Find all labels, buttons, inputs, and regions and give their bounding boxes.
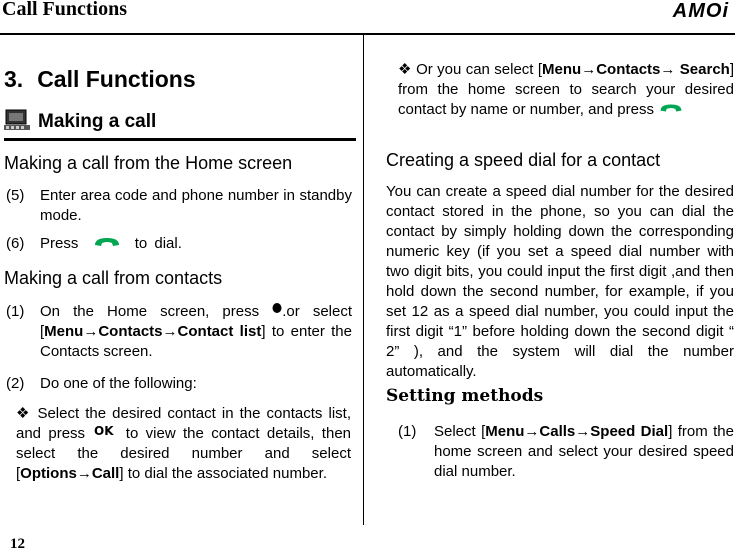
arrow: → xyxy=(76,465,92,483)
step-text: ] to enter the Contacts screen. xyxy=(40,323,352,361)
list-item xyxy=(6,374,352,396)
arrow: → xyxy=(575,423,591,440)
bullet-text: ] to dial the associated number. xyxy=(119,465,327,483)
menu-path: Contacts xyxy=(596,61,661,78)
arrow: → xyxy=(162,323,178,341)
menu-path: Menu xyxy=(542,61,582,78)
chapter-number: 3. xyxy=(4,66,24,92)
header-rule xyxy=(0,33,735,35)
section-heading xyxy=(4,108,356,141)
step-label: (1) xyxy=(6,303,25,320)
step-text: Do one of the following: xyxy=(40,375,197,392)
ok-key-icon xyxy=(92,424,118,444)
menu-path: Search xyxy=(679,61,730,78)
section-title: Making a call xyxy=(38,111,157,132)
arrow: → xyxy=(581,61,597,78)
menu-path: Options xyxy=(20,465,77,483)
setting-methods-heading: Setting methods xyxy=(386,386,544,406)
column-divider xyxy=(363,35,364,525)
chapter-title xyxy=(4,66,196,93)
step-text: Select [ xyxy=(434,423,486,440)
svg-text:OK: OK xyxy=(94,424,114,439)
step-text: ] from the home screen and select your desired speed dial number. xyxy=(434,423,734,480)
section-icon xyxy=(4,108,30,137)
page-number: 12 xyxy=(10,536,25,552)
list-item xyxy=(398,422,734,484)
arrow: → xyxy=(660,61,676,78)
step-text: Press xyxy=(40,235,79,252)
bullet-text: Select the desired contact in the contacts list, and press xyxy=(16,405,351,442)
list-item xyxy=(6,186,352,230)
menu-path: Call xyxy=(91,465,120,483)
step-label: (6) xyxy=(6,235,25,252)
header-title: Call Functions xyxy=(2,0,128,20)
step-text: to dial. xyxy=(134,235,182,252)
call-key-icon xyxy=(92,234,122,254)
menu-path: Speed Dial xyxy=(590,423,669,440)
bullet-text: Or you can select [ xyxy=(416,61,543,78)
step-text: .or select [ xyxy=(40,303,353,341)
list-item xyxy=(6,234,352,256)
home-screen-heading: Making a call from the Home screen xyxy=(4,153,293,173)
step-label: (2) xyxy=(6,375,25,392)
call-key-icon xyxy=(658,100,684,120)
speed-dial-heading: Creating a speed dial for a contact xyxy=(386,150,661,170)
menu-path: Menu xyxy=(44,323,84,341)
speed-dial-paragraph: You can create a speed dial number for the desired contact stored in the phone, so you can dial the contact by simply holding down the corresponding numeric key (if you set a speed dial number with two digit bits, you could input the first digit ,and then hold down the second number, for example, if you set 12 as a speed dial number, you could input the first digit “1” before holding down the second digit “ 2” ), and the system will dial the number automatically. xyxy=(386,183,734,380)
step-text: Enter area code and phone number in standby mode. xyxy=(40,187,352,224)
bullet-text: to view the contact details, then select the desired number and select [ xyxy=(16,425,351,483)
bullet-text: ] from the home screen to search your desired contact by name or number, and press xyxy=(398,61,735,118)
bullet-item xyxy=(398,60,734,120)
menu-path: Calls xyxy=(539,423,576,440)
menu-path: Contacts xyxy=(98,323,163,341)
bullet-item xyxy=(16,404,351,484)
diamond-bullet-icon: ❖ xyxy=(16,405,32,422)
arrow: → xyxy=(524,423,540,440)
chapter-title-text: Call Functions xyxy=(37,66,196,92)
menu-path: Contact list xyxy=(177,323,262,341)
list-item xyxy=(6,302,352,364)
menu-key-icon xyxy=(272,302,282,322)
brand-logo: AMOi xyxy=(672,0,729,22)
menu-path: Menu xyxy=(485,423,525,440)
diamond-bullet-icon: ❖ xyxy=(398,61,412,78)
arrow: → xyxy=(83,323,99,341)
contacts-heading: Making a call from contacts xyxy=(4,268,223,288)
step-label: (5) xyxy=(6,187,25,204)
step-label: (1) xyxy=(398,423,417,440)
step-text: On the Home screen, press xyxy=(40,303,260,320)
